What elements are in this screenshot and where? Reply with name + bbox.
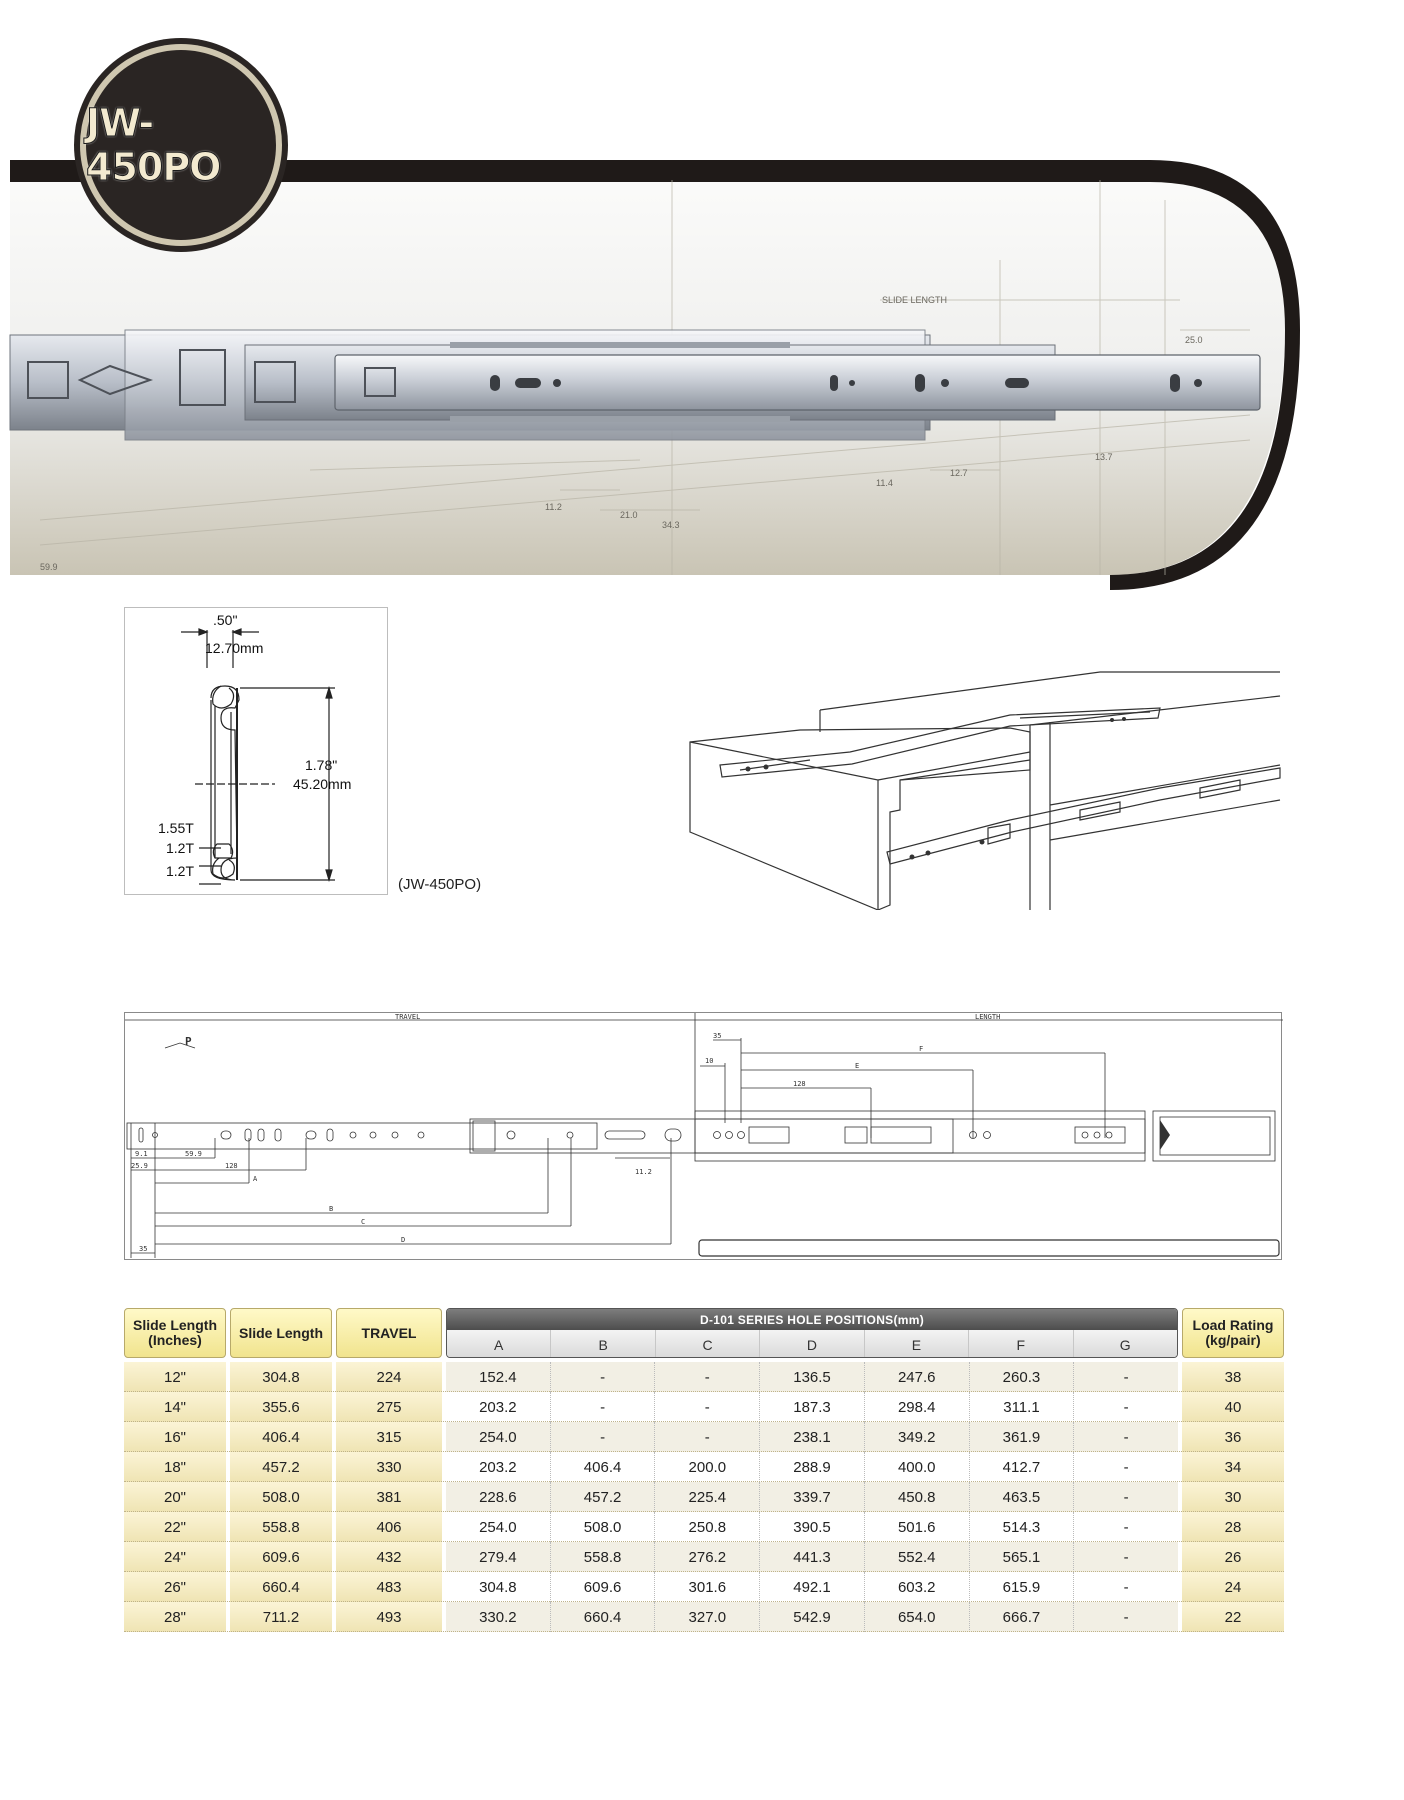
cell-hole-e: 450.8	[865, 1482, 970, 1512]
model-badge	[86, 50, 276, 240]
p-label: P	[185, 1035, 192, 1048]
cell-hole-c: 276.2	[655, 1542, 760, 1572]
cell-hole-f: 514.3	[970, 1512, 1075, 1542]
cell-inches: 26"	[124, 1572, 226, 1602]
cell-inches: 24"	[124, 1542, 226, 1572]
header-load-rating: Load Rating (kg/pair)	[1182, 1308, 1284, 1358]
cell-hole-b: 406.4	[551, 1452, 656, 1482]
svg-text:11.4: 11.4	[876, 478, 893, 488]
cell-hole-f: 666.7	[970, 1602, 1075, 1632]
cell-travel: 406	[336, 1512, 442, 1542]
hole-positions-title: D-101 SERIES HOLE POSITIONS(mm)	[447, 1309, 1177, 1330]
technical-drawing-graphic	[125, 1013, 1283, 1261]
cell-hole-b: -	[551, 1422, 656, 1452]
cell-hole-b: -	[551, 1362, 656, 1392]
technical-drawing: TRAVEL LENGTH P 35 10 128 E F 9.1 25.9 59.9 128 A B C D 35 11.2	[124, 1012, 1282, 1260]
cell-load: 34	[1182, 1452, 1284, 1482]
cell-hole-e: 400.0	[865, 1452, 970, 1482]
cell-hole-a: 254.0	[446, 1422, 551, 1452]
cell-inches: 16"	[124, 1422, 226, 1452]
cell-length: 304.8	[230, 1362, 332, 1392]
hole-values	[446, 1482, 1178, 1512]
table-body	[124, 1362, 1284, 1632]
cell-hole-e: 552.4	[865, 1542, 970, 1572]
cell-hole-d: 441.3	[760, 1542, 865, 1572]
cell-hole-d: 492.1	[760, 1572, 865, 1602]
table-row	[124, 1452, 1284, 1482]
cell-hole-g: -	[1123, 1428, 1129, 1446]
hole-values	[446, 1362, 1178, 1392]
length-label: LENGTH	[975, 1013, 1001, 1021]
cell-load: 22	[1182, 1602, 1284, 1632]
col-d: D	[760, 1330, 864, 1358]
cell-hole-b: -	[551, 1392, 656, 1422]
cell-hole-d: 136.5	[760, 1362, 865, 1392]
hole-values	[446, 1572, 1178, 1602]
cell-hole-e: 654.0	[865, 1602, 970, 1632]
cell-hole-c: 225.4	[655, 1482, 760, 1512]
cell-length: 508.0	[230, 1482, 332, 1512]
cell-hole-g: -	[1123, 1398, 1129, 1416]
height-mm-label: 45.20mm	[293, 776, 352, 792]
cell-hole-g: -	[1123, 1608, 1129, 1626]
cell-hole-a: 279.4	[446, 1542, 551, 1572]
cell-load: 26	[1182, 1542, 1284, 1572]
cell-hole-a: 228.6	[446, 1482, 551, 1512]
cell-load: 38	[1182, 1362, 1284, 1392]
cell-travel: 483	[336, 1572, 442, 1602]
cell-hole-d: 339.7	[760, 1482, 865, 1512]
table-row	[124, 1512, 1284, 1542]
cell-length: 609.6	[230, 1542, 332, 1572]
cell-load: 28	[1182, 1512, 1284, 1542]
hole-values	[446, 1602, 1178, 1632]
width-inch-label: .50"	[213, 612, 238, 628]
hole-values	[446, 1542, 1178, 1572]
travel-label: TRAVEL	[395, 1013, 421, 1021]
cell-hole-a: 203.2	[446, 1392, 551, 1422]
cell-hole-c: 327.0	[655, 1602, 760, 1632]
cell-hole-b: 609.6	[551, 1572, 656, 1602]
cell-hole-g: -	[1123, 1488, 1129, 1506]
row-divider	[124, 1631, 1284, 1632]
svg-text:21.0: 21.0	[620, 510, 638, 520]
cell-hole-d: 390.5	[760, 1512, 865, 1542]
cell-hole-c: -	[655, 1422, 760, 1452]
header-slide-length: Slide Length	[230, 1308, 332, 1358]
cell-hole-b: 457.2	[551, 1482, 656, 1512]
cell-hole-e: 349.2	[865, 1422, 970, 1452]
cell-hole-f: 565.1	[970, 1542, 1075, 1572]
cell-hole-a: 330.2	[446, 1602, 551, 1632]
cell-hole-c: 250.8	[655, 1512, 760, 1542]
cell-inches: 14"	[124, 1392, 226, 1422]
cell-travel: 315	[336, 1422, 442, 1452]
cell-hole-e: 247.6	[865, 1362, 970, 1392]
cell-hole-c: -	[655, 1392, 760, 1422]
cell-inches: 12"	[124, 1362, 226, 1392]
cell-hole-e: 603.2	[865, 1572, 970, 1602]
cell-travel: 330	[336, 1452, 442, 1482]
col-e: E	[865, 1330, 969, 1358]
cross-section-diagram	[124, 607, 388, 895]
cell-travel: 381	[336, 1482, 442, 1512]
header-travel: TRAVEL	[336, 1308, 442, 1358]
col-c: C	[656, 1330, 760, 1358]
cell-hole-f: 361.9	[970, 1422, 1075, 1452]
svg-text:59.9: 59.9	[40, 562, 58, 572]
height-inch-label: 1.78"	[305, 757, 338, 773]
thickness-label-3: 1.2T	[166, 863, 195, 879]
hole-values	[446, 1392, 1178, 1422]
model-title: JW-450PO	[86, 101, 221, 189]
cell-length: 355.6	[230, 1392, 332, 1422]
svg-text:13.7: 13.7	[1095, 452, 1113, 462]
cell-hole-d: 288.9	[760, 1452, 865, 1482]
cell-inches: 22"	[124, 1512, 226, 1542]
header-slide-length-inches: Slide Length (Inches)	[124, 1308, 226, 1358]
cell-hole-f: 463.5	[970, 1482, 1075, 1512]
hole-values	[446, 1512, 1178, 1542]
cell-hole-b: 660.4	[551, 1602, 656, 1632]
width-mm-label: 12.70mm	[205, 640, 264, 656]
cell-hole-g: -	[1123, 1548, 1129, 1566]
table-row	[124, 1542, 1284, 1572]
header-hole-positions	[446, 1308, 1178, 1358]
cell-inches: 28"	[124, 1602, 226, 1632]
cell-hole-b: 558.8	[551, 1542, 656, 1572]
col-a: A	[447, 1330, 551, 1358]
thickness-label-1: 1.55T	[158, 820, 194, 836]
cell-travel: 275	[336, 1392, 442, 1422]
cell-hole-a: 203.2	[446, 1452, 551, 1482]
cell-hole-c: 200.0	[655, 1452, 760, 1482]
table-row	[124, 1392, 1284, 1422]
cell-hole-a: 254.0	[446, 1512, 551, 1542]
table-row	[124, 1572, 1284, 1602]
cell-hole-a: 304.8	[446, 1572, 551, 1602]
cell-hole-e: 298.4	[865, 1392, 970, 1422]
svg-text:25.0: 25.0	[1185, 335, 1203, 345]
cell-load: 36	[1182, 1422, 1284, 1452]
col-b: B	[551, 1330, 655, 1358]
svg-text:11.2: 11.2	[545, 502, 562, 512]
cell-hole-d: 238.1	[760, 1422, 865, 1452]
cell-load: 40	[1182, 1392, 1284, 1422]
banner-slide-length-label: SLIDE LENGTH	[882, 295, 948, 305]
cell-length: 406.4	[230, 1422, 332, 1452]
cell-hole-g: -	[1123, 1368, 1129, 1386]
table-row	[124, 1362, 1284, 1392]
cell-hole-f: 260.3	[970, 1362, 1075, 1392]
cell-hole-c: 301.6	[655, 1572, 760, 1602]
cell-inches: 20"	[124, 1482, 226, 1512]
col-g: G	[1119, 1336, 1131, 1353]
cell-travel: 493	[336, 1602, 442, 1632]
hole-values	[446, 1422, 1178, 1452]
cell-hole-e: 501.6	[865, 1512, 970, 1542]
cell-length: 457.2	[230, 1452, 332, 1482]
cell-hole-g: -	[1123, 1578, 1129, 1596]
svg-text:12.7: 12.7	[950, 468, 968, 478]
cell-inches: 18"	[124, 1452, 226, 1482]
cell-load: 30	[1182, 1482, 1284, 1512]
cell-hole-b: 508.0	[551, 1512, 656, 1542]
cell-travel: 224	[336, 1362, 442, 1392]
drawer-isometric-illustration	[680, 660, 1290, 910]
cell-length: 711.2	[230, 1602, 332, 1632]
table-row	[124, 1602, 1284, 1632]
cell-length: 558.8	[230, 1512, 332, 1542]
cell-hole-c: -	[655, 1362, 760, 1392]
cell-hole-g: -	[1123, 1458, 1129, 1476]
thickness-label-2: 1.2T	[166, 840, 195, 856]
hole-values	[446, 1452, 1178, 1482]
cross-section-caption: (JW-450PO)	[398, 876, 482, 893]
cell-hole-f: 311.1	[970, 1392, 1075, 1422]
cell-length: 660.4	[230, 1572, 332, 1602]
product-banner	[0, 0, 1404, 600]
col-f: F	[969, 1330, 1073, 1358]
table-row	[124, 1422, 1284, 1452]
cell-hole-f: 615.9	[970, 1572, 1075, 1602]
cell-hole-a: 152.4	[446, 1362, 551, 1392]
cell-load: 24	[1182, 1572, 1284, 1602]
cell-hole-d: 542.9	[760, 1602, 865, 1632]
cell-travel: 432	[336, 1542, 442, 1572]
cell-hole-g: -	[1123, 1518, 1129, 1536]
svg-text:34.3: 34.3	[662, 520, 680, 530]
cell-hole-f: 412.7	[970, 1452, 1075, 1482]
table-row	[124, 1482, 1284, 1512]
cell-hole-d: 187.3	[760, 1392, 865, 1422]
